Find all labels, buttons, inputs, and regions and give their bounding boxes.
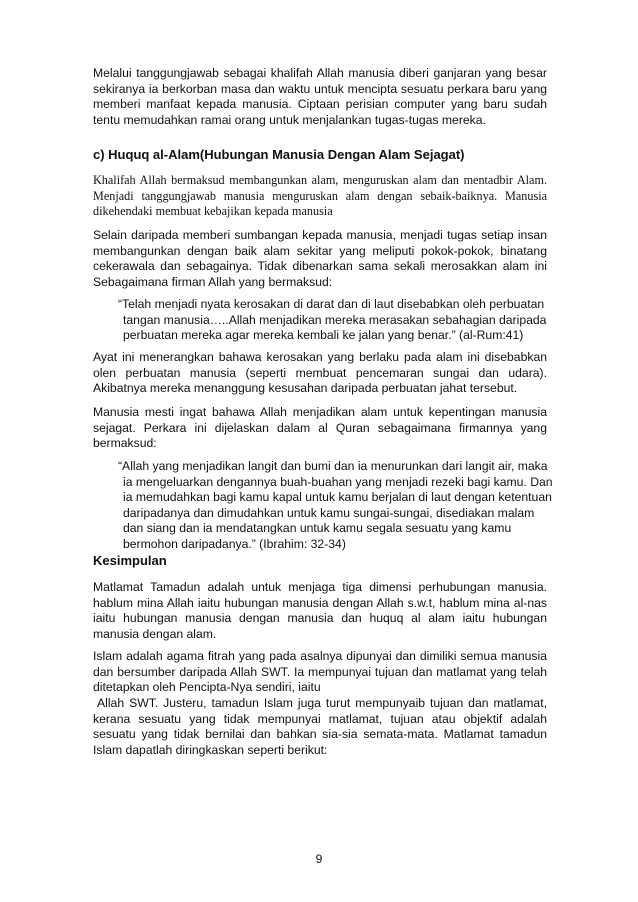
quote-line: bermohon daripadanya.” (Ibrahim: 32-34) — [123, 536, 346, 551]
quote-line: “Telah menjadi nyata kerosakan di darat dan di laut disebabkan oleh perbuatan — [118, 297, 545, 311]
quote-line: “Allah yang menjadikan langit dan bumi dan ia menurunkan dari langit air, maka — [118, 459, 548, 473]
paragraph-khalifah-reward: Melalui tanggungjawab sebagai khalifah Allah manusia diberi ganjaran yang besar sekiranya ia berkorban masa dan waktu untuk mencipta sesuatu perkara baru yang memberi manfaat kepada manusia. Ciptaan perisian computer yang baru sudah tentu memudahkan ramai orang untuk menjalankan tugas-tugas mereka. — [93, 66, 547, 127]
quote-line: tangan manusia…..Allah menjadikan mereka merasakan sebahagian daripada — [123, 312, 547, 327]
paragraph-conclusion-dimensions: Matlamat Tamadun adalah untuk menjaga tiga dimensi perhubungan manusia. hablum mina Allah iaitu hubungan manusia dengan Allah s.w.t, hablum mina al-nas iaitu hubungan manusia dengan manusia dan huquq al alam iaitu hubungan manusia dengan alam. — [93, 580, 547, 641]
quote-line: ia memudahkan bagi kamu kapal untuk kamu berjalan di laut dengan ketentuan — [123, 490, 552, 505]
paragraph-islam-fitrah: Islam adalah agama fitrah yang pada asalnya dipunyai dan dimiliki semua manusia dan bersumber daripada Allah SWT. Ia mempunyai tujuan dan matlamat yang telah ditetapkan oleh Pencipta-Nya sendiri, iaitu — [93, 649, 547, 695]
page-number: 9 — [315, 852, 323, 866]
paragraph-nature-purpose: Manusia mesti ingat bahawa Allah menjadikan alam untuk kepentingan manusia sejagat. Perkara ini dijelaskan dalam al Quran sebagaimana firmannya yang bermaksud: — [93, 405, 547, 451]
section-heading-kesimpulan: Kesimpulan — [93, 553, 167, 568]
quote-line: perbuatan mereka agar mereka kembali ke jalan yang benar.” (al-Rum:41) — [123, 328, 524, 343]
paragraph-khalifah-definition: Khalifah Allah bermaksud membangunkan alam, menguruskan alam dan mentadbir Alam. Menjadi tanggungjawab manusia menguruskan alam dengan sebaik-baiknya. Manusia dikehendaki membuat kebajikan kepada manusia — [93, 173, 547, 219]
paragraph-environment-duty: Selain daripada memberi sumbangan kepada manusia, menjadi tugas setiap insan membangunkan dengan baik alam sekitar yang meliputi pokok-pokok, binatang cekerawala dan sebagainya. Tidak dibenarkan sama sekali merosakkan alam ini Sebagaimana firman Allah yang bermaksud: — [93, 228, 547, 289]
quote-line: dan siang dan ia mendatangkan untuk kamu segala sesuatu yang kamu — [123, 521, 512, 536]
quote-al-rum — [118, 297, 547, 344]
quote-line: ia mengeluarkan dengannya buah-buahan yang menjadi rezeki bagi kamu. Dan — [123, 474, 553, 489]
paragraph-damage-explanation: Ayat ini menerangkan bahawa kerosakan yang berlaku pada alam ini disebabkan olen perbuatan manusia (seperti membuat pencemaran sungai dan udara). Akibatnya mereka menanggung kesusahan daripada perbuatan jahat tersebut. — [93, 350, 547, 396]
quote-ibrahim — [118, 459, 553, 553]
paragraph-islam-objectives: Allah SWT. Justeru, tamadun Islam juga turut mempunyaib tujuan dan matlamat, kerana sesuatu yang tidak mempunyai matlamat, tujuan atau objektif adalah sesuatu yang tidak bernilai dan bahkan sia-sia semata-mata. Matlamat tamadun Islam dapatlah diringkaskan seperti berikut: — [93, 696, 547, 757]
section-heading-huquq-al-alam: c) Huquq al-Alam(Hubungan Manusia Dengan Alam Sejagat) — [93, 147, 465, 162]
quote-line: daripadanya dan dimudahkan untuk kamu sungai-sungai, disediakan malam — [123, 505, 535, 520]
